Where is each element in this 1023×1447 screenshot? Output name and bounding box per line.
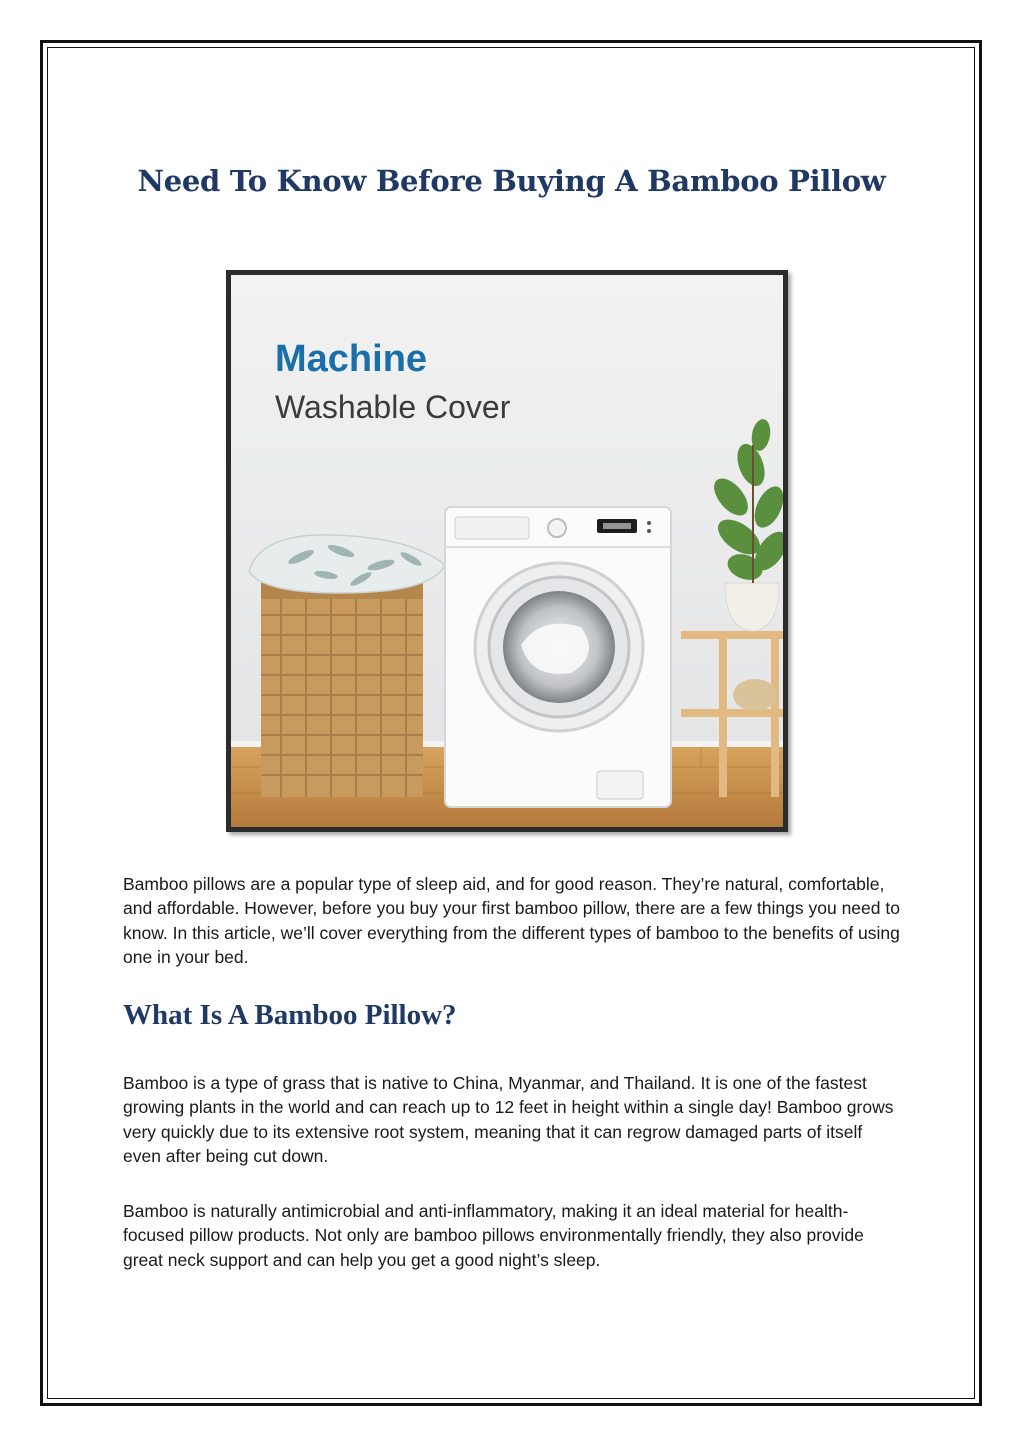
washing-machine (445, 507, 671, 807)
image-heading-bold: Machine (275, 338, 428, 380)
section-heading: What Is A Bamboo Pillow? (123, 999, 457, 1031)
wicker-basket (261, 583, 423, 797)
washing-machine-illustration (231, 275, 783, 827)
image-heading-light: Washable Cover (275, 389, 511, 425)
body-paragraph-2: Bamboo is a type of grass that is native to China, Myanmar, and Thailand. It is one of the fastest growing plants in the world and can reach up to 12 feet in height within a single day! Bamboo grows very quickly due to its extensive root system, meaning that it can regrow damaged parts of itself even after being cut down. (123, 1073, 894, 1166)
body-paragraph-3: Bamboo is naturally antimicrobial and anti-inflammatory, making it an ideal material for health-focused pillow products. Not only are bamboo pillows environmentally friendly, they also provide great neck support and can help you get a good night’s sleep. (123, 1201, 864, 1270)
product-image (226, 270, 788, 832)
intro-paragraph: Bamboo pillows are a popular type of sleep aid, and for good reason. They’re natural, comfortable, and affordable. However, before you buy your first bamboo pillow, there are a few things you need to know. In this article, we’ll cover everything from the different types of bamboo to the benefits of using one in your bed. (123, 874, 900, 967)
article-title: Need To Know Before Buying A Bamboo Pillow (137, 164, 886, 198)
